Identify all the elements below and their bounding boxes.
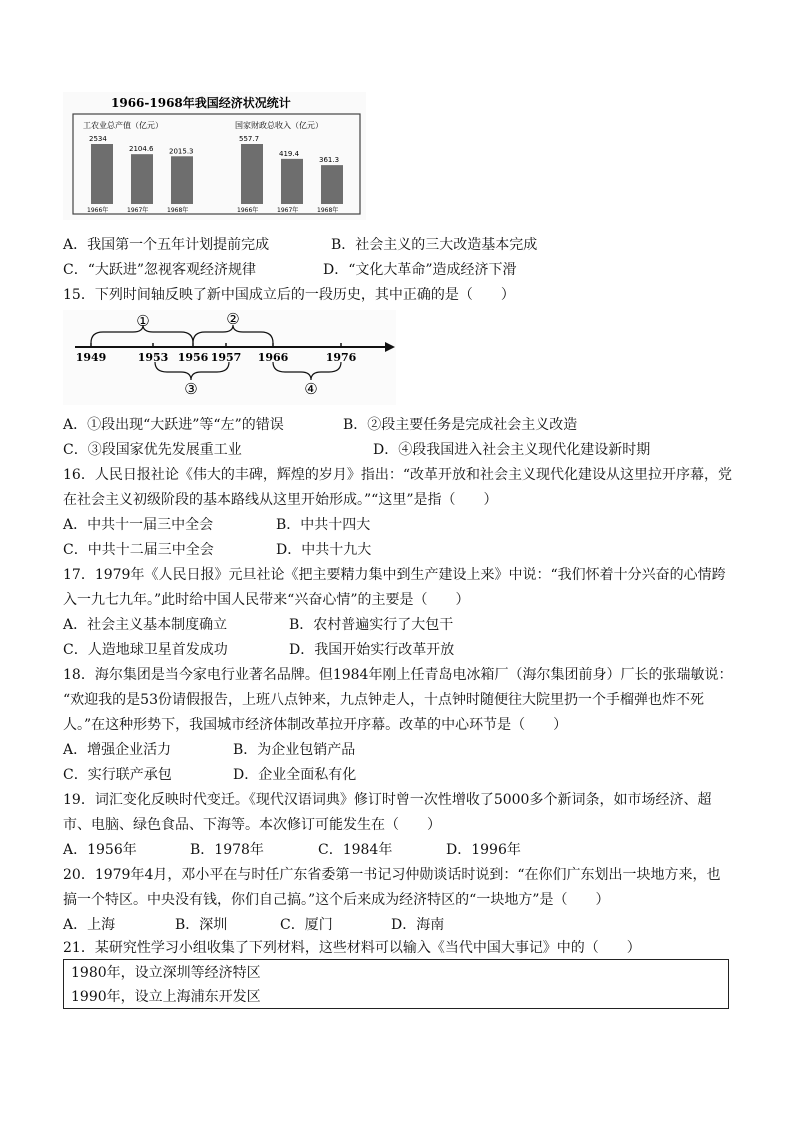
timeline-arrow [385, 342, 395, 352]
output-bar-1 [131, 154, 153, 204]
q19-option-b[interactable]: B．1978年 [190, 842, 264, 858]
revenue-bar-1 [281, 159, 303, 204]
q19-stem-line2: 市、电脑、绿色食品、下海等。本次修订可能发生在（ ） [63, 817, 441, 833]
q20-stem-line2: 搞一个特区。中央没有钱，你们自己搞。”这个后来成为经济特区的“一块地方”是（ ） [63, 892, 610, 908]
q17-option-c[interactable]: C．人造地球卫星首发成功 [63, 642, 228, 658]
figure-title: 1966-1968年我国经济状况统计 [111, 96, 291, 110]
q15-option-d[interactable]: D．④段我国进入社会主义现代化建设新时期 [373, 442, 651, 458]
q14-option-a[interactable]: A．我国第一个五年计划提前完成 [63, 237, 270, 253]
q17-stem-line1: 17．1979年《人民日报》元旦社论《把主要精力集中到生产建设上来》中说：“我们怀着十分兴奋的心情跨 [63, 567, 726, 583]
q20-option-b[interactable]: B．深圳 [175, 917, 228, 933]
q21-stem: 21．某研究性学习小组收集了下列材料，这些材料可以输入《当代中国大事记》中的（ ） [63, 940, 641, 956]
q17-option-a[interactable]: A．社会主义基本制度确立 [63, 617, 228, 633]
output-bar-0 [91, 144, 113, 204]
economy-statistics-figure [63, 92, 366, 220]
marker-4: ④ [304, 380, 318, 398]
q19-option-a[interactable]: A．1956年 [63, 842, 137, 858]
q18-stem-line2: “欢迎我的是53份请假报告，上班八点钟来，九点钟走人，十点钟时随便往大院里扔一个手榴弹也炸不死 [63, 692, 704, 708]
q18-option-b[interactable]: B．为企业包销产品 [233, 742, 356, 758]
brace-3 [155, 362, 229, 380]
timeline-year-1957: 1957 [210, 351, 242, 364]
right-bars [237, 135, 343, 214]
timeline-year-1976: 1976 [325, 351, 357, 364]
q16-option-b[interactable]: B．中共十四大 [276, 517, 371, 533]
q18-stem-line3: 人。”在这种形势下，我国城市经济体制改革拉开序幕。改革的中心环节是（ ） [63, 717, 568, 733]
output-value-label-2: 2015.3 [169, 147, 194, 156]
revenue-year-label-0: 1966年 [237, 207, 259, 214]
timeline-svg [63, 310, 396, 405]
q19-stem-line1: 19．词汇变化反映时代变迁。《现代汉语词典》修订时曾一次性增收了5000多个新词条，如市场经济、超 [63, 792, 712, 808]
output-year-label-1: 1967年 [127, 207, 149, 214]
revenue-bar-0 [241, 144, 263, 204]
q18-stem-line1: 18．海尔集团是当今家电行业著名品牌。但1984年刚上任青岛电冰箱厂（海尔集团前身）厂长的张瑞敏说： [63, 667, 733, 683]
q16-stem-line2: 在社会主义初级阶段的基本路线从这里开始形成。”“这里”是指（ ） [63, 492, 498, 508]
q17-option-b[interactable]: B．农村普遍实行了大包干 [289, 617, 454, 633]
q20-option-a[interactable]: A．上海 [63, 917, 116, 933]
q14-option-c[interactable]: C．“大跃进”忽视客观经济规律 [63, 262, 257, 278]
revenue-year-label-2: 1968年 [317, 207, 339, 214]
timeline-year-1966: 1966 [257, 351, 289, 364]
q17-stem-line2: 入一九七九年。”此时给中国人民带来“兴奋心情”的主要是（ ） [63, 592, 470, 608]
q21-material-2: 1990年，设立上海浦东开发区 [71, 989, 261, 1005]
q15-option-b[interactable]: B．②段主要任务是完成社会主义改造 [343, 417, 578, 433]
revenue-value-label-1: 419.4 [279, 149, 300, 158]
q16-option-d[interactable]: D．中共十九大 [276, 542, 372, 558]
q21-material-1: 1980年，设立深圳等经济特区 [71, 965, 261, 981]
output-value-label-0: 2534 [89, 135, 107, 143]
output-year-label-2: 1968年 [167, 207, 189, 214]
output-bar-2 [171, 156, 193, 204]
revenue-value-label-2: 361.3 [319, 156, 340, 165]
marker-3: ③ [184, 380, 198, 398]
q19-option-d[interactable]: D．1996年 [446, 842, 521, 858]
q15-stem: 15．下列时间轴反映了新中国成立后的一段历史，其中正确的是（ ） [63, 287, 515, 303]
timeline-year-1956: 1956 [177, 351, 209, 364]
q15-option-a[interactable]: A．①段出现“大跃进”等“左”的错误 [63, 417, 284, 433]
revenue-value-label-0: 557.7 [239, 135, 260, 143]
q18-option-d[interactable]: D．企业全面私有化 [233, 767, 357, 783]
q20-stem-line1: 20．1979年4月，邓小平在与时任广东省委第一书记习仲勋谈话时说到：“在你们广东划出一块地方来，也 [63, 867, 721, 883]
q14-option-b[interactable]: B．社会主义的三大改造基本完成 [331, 237, 538, 253]
economy-chart-svg [63, 92, 366, 220]
left-chart-heading: 工农业总产值（亿元） [83, 121, 163, 130]
marker-1: ① [136, 312, 150, 330]
q19-option-c[interactable]: C．1984年 [318, 842, 393, 858]
brace-4 [273, 362, 341, 380]
q18-option-c[interactable]: C．实行联产承包 [63, 767, 172, 783]
revenue-year-label-1: 1967年 [277, 207, 299, 214]
q15-option-c[interactable]: C．③段国家优先发展重工业 [63, 442, 242, 458]
output-value-label-1: 2104.6 [129, 145, 154, 154]
timeline-year-1949: 1949 [75, 351, 107, 364]
q16-option-a[interactable]: A．中共十一届三中全会 [63, 517, 214, 533]
right-chart-heading: 国家财政总收入（亿元） [235, 121, 323, 130]
q16-option-c[interactable]: C．中共十二届三中全会 [63, 542, 214, 558]
timeline-figure [63, 310, 396, 405]
left-bars [87, 135, 194, 214]
q14-option-d[interactable]: D．“文化大革命”造成经济下滑 [323, 262, 517, 278]
q16-stem-line1: 16．人民日报社论《伟大的丰碑，辉煌的岁月》指出：“改革开放和社会主义现代化建设从这里拉开序幕，党 [63, 467, 732, 483]
output-year-label-0: 1966年 [87, 207, 109, 214]
q20-option-d[interactable]: D．海南 [391, 917, 445, 933]
marker-2: ② [226, 310, 240, 328]
q18-option-a[interactable]: A．增强企业活力 [63, 742, 172, 758]
q20-option-c[interactable]: C．厦门 [280, 917, 333, 933]
revenue-bar-2 [321, 165, 343, 204]
timeline-year-1953: 1953 [137, 351, 169, 364]
q17-option-d[interactable]: D．我国开始实行改革开放 [289, 642, 455, 658]
q21-material-box [63, 959, 729, 1009]
